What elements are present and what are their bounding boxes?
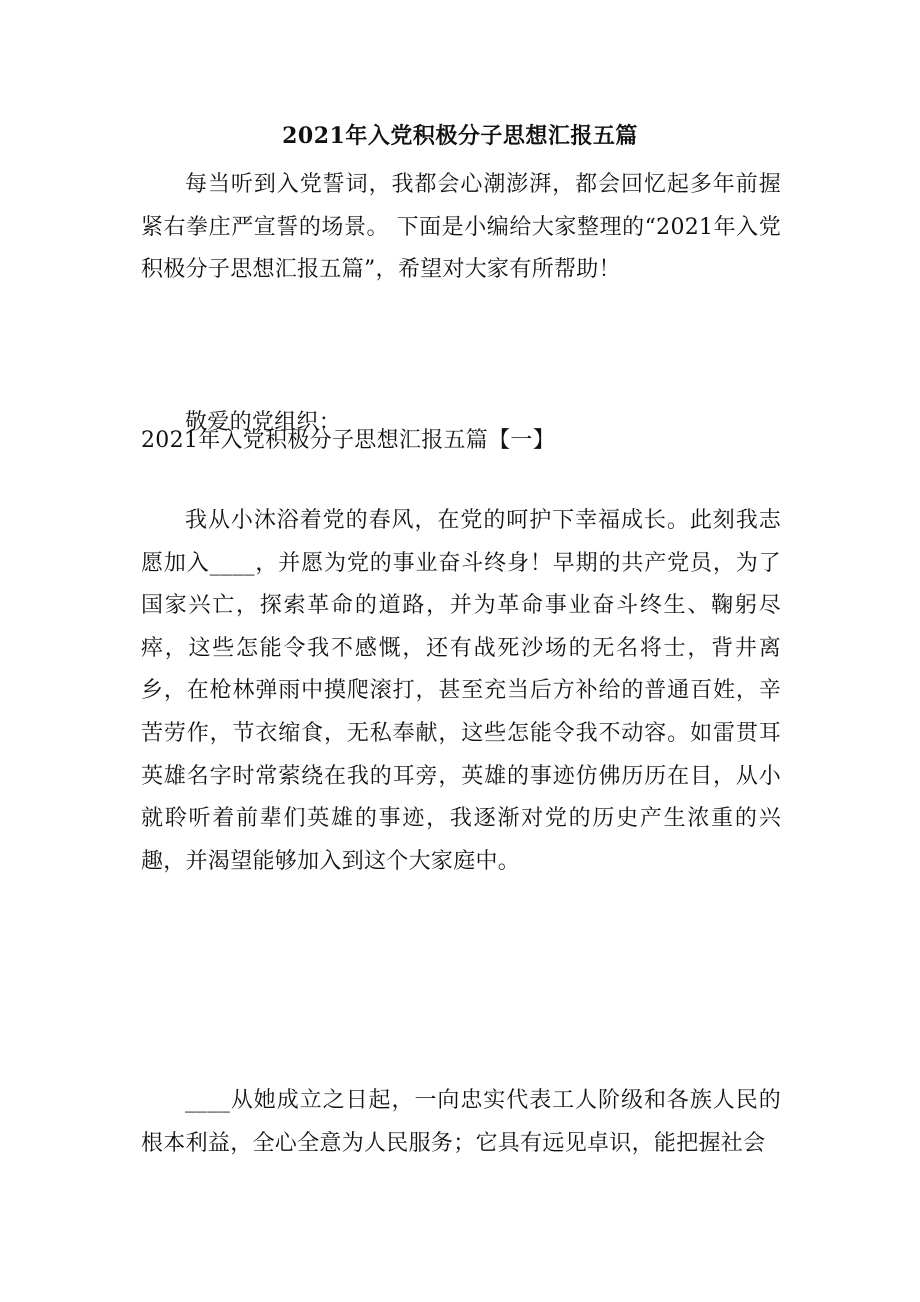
intro-paragraph: 每当听到入党誓词，我都会心潮澎湃，都会回忆起多年前握紧右拳庄严宣誓的场景。 下面是小编给大家整理的“2021年入党积极分子思想汇报五篇”，希望对大家有所帮助！ bbox=[141, 172, 781, 283]
document-title: 2021年入党积极分子思想汇报五篇 bbox=[282, 123, 638, 149]
paragraph-1: 我从小沐浴着党的春风，在党的呵护下幸福成长。此刻我志愿加入____，并愿为党的事业奋斗终身！早期的共产党员，为了国家兴亡，探索革命的道路，并为革命事业奋斗终生、鞠躬尽瘁，这些怎能令我不感慨，还有战死沙场的无名将士，背井离乡，在枪林弹雨中摸爬滚打，甚至充当后方补给的普通百姓，辛苦劳作，节衣缩食，无私奉献，这些怎能令我不动容。如雷贯耳英雄名字时常萦绕在我的耳旁，英雄的事迹仿佛历历在目，从小就聆听着前辈们英雄的事迹，我逐渐对党的历史产生浓重的兴趣，并渴望能够加入到这个大家庭中。 bbox=[141, 508, 781, 874]
section-heading: 2021年入党积极分子思想汇报五篇【一】 bbox=[141, 428, 555, 453]
salutation: 敬爱的党组织： bbox=[185, 410, 342, 435]
paragraph-2: ____从她成立之日起，一向忠实代表工人阶级和各族人民的根本利益，全心全意为人民服务；它具有远见卓识，能把握社会 bbox=[141, 1088, 781, 1156]
